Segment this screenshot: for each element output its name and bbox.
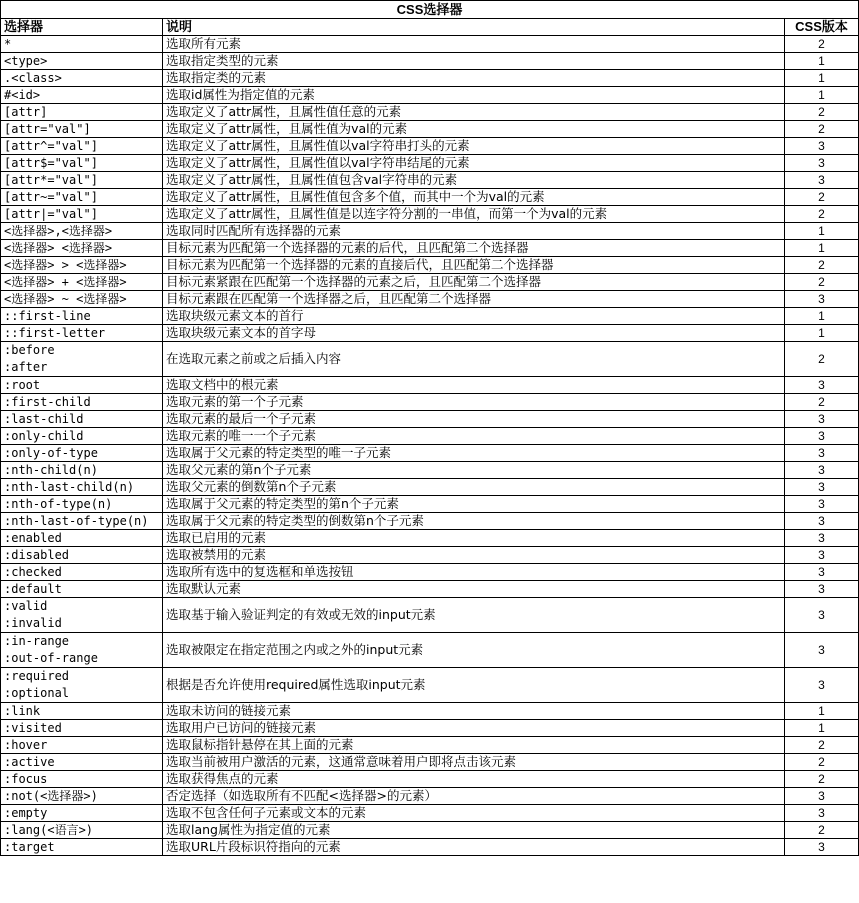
description-cell: 选取属于父元素的特定类型的倒数第n个子元素	[163, 513, 785, 530]
table-row	[1, 240, 859, 257]
table-row	[1, 462, 859, 479]
title-row	[1, 1, 859, 19]
table-row	[1, 189, 859, 206]
selector-cell	[1, 36, 163, 53]
table-row	[1, 36, 859, 53]
description-cell: 否定选择（如选取所有不匹配<选择器>的元素）	[163, 788, 785, 805]
table-body	[1, 1, 859, 856]
description-cell: 选取所有元素	[163, 36, 785, 53]
selector-cell	[1, 223, 163, 240]
selector-text: [attr$="val"]	[4, 156, 98, 170]
version-cell: 3	[785, 513, 859, 530]
description-cell: 选取属于父元素的特定类型的唯一子元素	[163, 445, 785, 462]
description-cell: 选取鼠标指针悬停在其上面的元素	[163, 737, 785, 754]
selector-cell	[1, 138, 163, 155]
selector-text: :empty	[4, 806, 48, 820]
selector-text: :lang(<语言>)	[4, 823, 94, 837]
table-row	[1, 291, 859, 308]
selector-text: :first-child	[4, 395, 91, 409]
description-cell: 选取元素的第一个子元素	[163, 394, 785, 411]
selector-text: <type>	[4, 54, 48, 68]
version-cell: 1	[785, 240, 859, 257]
header-selector: 选择器	[1, 19, 163, 36]
selector-cell	[1, 445, 163, 462]
version-cell: 1	[785, 308, 859, 325]
table-row	[1, 70, 859, 87]
table-row	[1, 223, 859, 240]
selector-cell	[1, 308, 163, 325]
selector-text: <选择器> ~ <选择器>	[4, 292, 127, 306]
selector-text: <选择器>,<选择器>	[4, 224, 113, 238]
version-cell: 2	[785, 121, 859, 138]
selector-cell	[1, 104, 163, 121]
selector-cell	[1, 394, 163, 411]
selector-text: [attr~="val"]	[4, 190, 98, 204]
header-row	[1, 19, 859, 36]
selector-text: :only-child	[4, 429, 84, 443]
table-row	[1, 839, 859, 856]
table-row	[1, 479, 859, 496]
version-cell: 2	[785, 342, 859, 377]
version-cell: 2	[785, 822, 859, 839]
header-version: CSS版本	[785, 19, 859, 36]
selector-text: :required	[4, 669, 70, 683]
table-row	[1, 703, 859, 720]
selector-text: :valid	[4, 599, 48, 613]
table-row	[1, 564, 859, 581]
version-cell: 2	[785, 104, 859, 121]
selector-cell	[1, 822, 163, 839]
selector-cell	[1, 274, 163, 291]
table-row	[1, 121, 859, 138]
description-cell: 选取定义了attr属性，且属性值以val字符串结尾的元素	[163, 155, 785, 172]
table-row	[1, 581, 859, 598]
selector-text: :before	[4, 343, 55, 357]
selector-cell	[1, 428, 163, 445]
table-row	[1, 547, 859, 564]
description-cell: 选取获得焦点的元素	[163, 771, 785, 788]
selector-cell	[1, 70, 163, 87]
description-cell: 选取被禁用的元素	[163, 547, 785, 564]
table-row	[1, 308, 859, 325]
table-row	[1, 737, 859, 754]
selector-text: #<id>	[4, 88, 41, 102]
description-cell: 选取lang属性为指定值的元素	[163, 822, 785, 839]
table-row	[1, 104, 859, 121]
selector-text: ::first-letter	[4, 326, 106, 340]
version-cell: 3	[785, 805, 859, 822]
description-cell: 选取定义了attr属性，且属性值为val的元素	[163, 121, 785, 138]
version-cell: 3	[785, 172, 859, 189]
selector-text: :nth-last-child(n)	[4, 480, 135, 494]
selector-cell	[1, 342, 163, 377]
description-cell: 选取块级元素文本的首行	[163, 308, 785, 325]
table-row	[1, 633, 859, 668]
selector-text: [attr^="val"]	[4, 139, 98, 153]
header-description: 说明	[163, 19, 785, 36]
description-cell: 选取id属性为指定值的元素	[163, 87, 785, 104]
selector-cell	[1, 206, 163, 223]
description-cell: 选取文档中的根元素	[163, 377, 785, 394]
selector-cell	[1, 598, 163, 633]
description-cell: 在选取元素之前或之后插入内容	[163, 342, 785, 377]
selector-text: :nth-last-of-type(n)	[4, 514, 149, 528]
version-cell: 3	[785, 598, 859, 633]
table-row	[1, 342, 859, 377]
version-cell: 2	[785, 257, 859, 274]
version-cell: 3	[785, 411, 859, 428]
version-cell: 1	[785, 87, 859, 104]
description-cell: 选取同时匹配所有选择器的元素	[163, 223, 785, 240]
version-cell: 2	[785, 189, 859, 206]
selector-text: :focus	[4, 772, 48, 786]
description-cell: 目标元素为匹配第一个选择器的元素的后代，且匹配第二个选择器	[163, 240, 785, 257]
version-cell: 2	[785, 737, 859, 754]
description-cell: 选取已启用的元素	[163, 530, 785, 547]
selector-text: [attr*="val"]	[4, 173, 98, 187]
version-cell: 3	[785, 428, 859, 445]
version-cell: 1	[785, 70, 859, 87]
description-cell: 根据是否允许使用required属性选取input元素	[163, 668, 785, 703]
selector-cell	[1, 257, 163, 274]
description-cell: 选取父元素的倒数第n个子元素	[163, 479, 785, 496]
version-cell: 3	[785, 479, 859, 496]
table-row	[1, 53, 859, 70]
description-cell: 选取定义了attr属性，且属性值任意的元素	[163, 104, 785, 121]
table-row	[1, 325, 859, 342]
selector-text: :disabled	[4, 548, 70, 562]
table-row	[1, 428, 859, 445]
selector-text: :visited	[4, 721, 62, 735]
version-cell: 2	[785, 36, 859, 53]
selector-text: :target	[4, 840, 55, 854]
description-cell: 选取父元素的第n个子元素	[163, 462, 785, 479]
selector-text: :invalid	[4, 616, 62, 630]
selector-text: :active	[4, 755, 55, 769]
table-title: CSS选择器	[1, 1, 859, 19]
description-cell: 选取不包含任何子元素或文本的元素	[163, 805, 785, 822]
table-row	[1, 394, 859, 411]
selector-text: :nth-child(n)	[4, 463, 98, 477]
table-row	[1, 274, 859, 291]
version-cell: 3	[785, 788, 859, 805]
version-cell: 1	[785, 223, 859, 240]
selector-cell	[1, 720, 163, 737]
version-cell: 3	[785, 530, 859, 547]
table-row	[1, 138, 859, 155]
selector-cell	[1, 530, 163, 547]
selector-cell	[1, 121, 163, 138]
description-cell: 选取所有选中的复选框和单选按钮	[163, 564, 785, 581]
selector-cell	[1, 513, 163, 530]
selector-cell	[1, 377, 163, 394]
table-row	[1, 513, 859, 530]
description-cell: 选取定义了attr属性，且属性值包含多个值，而其中一个为val的元素	[163, 189, 785, 206]
selector-text: :link	[4, 704, 41, 718]
table-row	[1, 377, 859, 394]
version-cell: 2	[785, 394, 859, 411]
selector-cell	[1, 172, 163, 189]
version-cell: 3	[785, 633, 859, 668]
selector-cell	[1, 737, 163, 754]
selector-cell	[1, 155, 163, 172]
table-row	[1, 445, 859, 462]
selector-cell	[1, 87, 163, 104]
selector-text: *	[4, 37, 12, 51]
selector-cell	[1, 479, 163, 496]
description-cell: 选取被限定在指定范围之内或之外的input元素	[163, 633, 785, 668]
selector-cell	[1, 805, 163, 822]
selector-cell	[1, 771, 163, 788]
table-row	[1, 257, 859, 274]
selector-text: :out-of-range	[4, 651, 98, 665]
version-cell: 3	[785, 581, 859, 598]
table-row	[1, 530, 859, 547]
description-cell: 选取基于输入验证判定的有效或无效的input元素	[163, 598, 785, 633]
version-cell: 3	[785, 668, 859, 703]
table-row	[1, 668, 859, 703]
table-row	[1, 720, 859, 737]
table-row	[1, 788, 859, 805]
table-row	[1, 822, 859, 839]
selector-cell	[1, 581, 163, 598]
version-cell: 3	[785, 291, 859, 308]
selector-text: :not(<选择器>)	[4, 789, 98, 803]
selector-cell	[1, 668, 163, 703]
selector-text: :last-child	[4, 412, 84, 426]
description-cell: 选取元素的最后一个子元素	[163, 411, 785, 428]
selector-cell	[1, 839, 163, 856]
selector-cell	[1, 564, 163, 581]
version-cell: 3	[785, 138, 859, 155]
description-cell: 选取默认元素	[163, 581, 785, 598]
selector-text: .<class>	[4, 71, 62, 85]
version-cell: 2	[785, 771, 859, 788]
selector-text: <选择器> + <选择器>	[4, 275, 127, 289]
selector-text: <选择器> <选择器>	[4, 241, 113, 255]
selector-text: :in-range	[4, 634, 70, 648]
table-row	[1, 206, 859, 223]
version-cell: 3	[785, 839, 859, 856]
selector-text: :enabled	[4, 531, 62, 545]
description-cell: 选取定义了attr属性，且属性值是以连字符分割的一串值，而第一个为val的元素	[163, 206, 785, 223]
selector-text: :default	[4, 582, 62, 596]
selector-text: :checked	[4, 565, 62, 579]
selector-text: :root	[4, 378, 41, 392]
selector-text: :only-of-type	[4, 446, 98, 460]
version-cell: 2	[785, 206, 859, 223]
table-row	[1, 155, 859, 172]
selector-cell	[1, 496, 163, 513]
selector-text: <选择器> > <选择器>	[4, 258, 127, 272]
version-cell: 2	[785, 754, 859, 771]
selector-cell	[1, 411, 163, 428]
selector-text: :nth-of-type(n)	[4, 497, 113, 511]
description-cell: 选取属于父元素的特定类型的第n个子元素	[163, 496, 785, 513]
selector-cell	[1, 53, 163, 70]
selector-cell	[1, 240, 163, 257]
description-cell: 选取当前被用户激活的元素，这通常意味着用户即将点击该元素	[163, 754, 785, 771]
description-cell: 目标元素为匹配第一个选择器的元素的直接后代，且匹配第二个选择器	[163, 257, 785, 274]
selector-cell	[1, 291, 163, 308]
description-cell: 选取指定类的元素	[163, 70, 785, 87]
description-cell: 目标元素紧跟在匹配第一个选择器的元素之后，且匹配第二个选择器	[163, 274, 785, 291]
version-cell: 1	[785, 325, 859, 342]
selector-text: :optional	[4, 686, 70, 700]
description-cell: 选取块级元素文本的首字母	[163, 325, 785, 342]
table-row	[1, 172, 859, 189]
selector-text: ::first-line	[4, 309, 91, 323]
description-cell: 选取用户已访问的链接元素	[163, 720, 785, 737]
version-cell: 1	[785, 720, 859, 737]
table-row	[1, 87, 859, 104]
version-cell: 3	[785, 564, 859, 581]
selector-cell	[1, 462, 163, 479]
version-cell: 3	[785, 496, 859, 513]
selector-cell	[1, 189, 163, 206]
version-cell: 3	[785, 155, 859, 172]
version-cell: 1	[785, 53, 859, 70]
selector-cell	[1, 325, 163, 342]
table-row	[1, 771, 859, 788]
selector-text: [attr|="val"]	[4, 207, 98, 221]
table-row	[1, 496, 859, 513]
description-cell: 目标元素跟在匹配第一个选择器之后，且匹配第二个选择器	[163, 291, 785, 308]
description-cell: 选取未访问的链接元素	[163, 703, 785, 720]
selector-text: [attr]	[4, 105, 48, 119]
selector-cell	[1, 633, 163, 668]
selector-cell	[1, 547, 163, 564]
description-cell: 选取定义了attr属性，且属性值包含val字符串的元素	[163, 172, 785, 189]
version-cell: 3	[785, 445, 859, 462]
description-cell: 选取定义了attr属性，且属性值以val字符串打头的元素	[163, 138, 785, 155]
selector-text: :hover	[4, 738, 48, 752]
table-row	[1, 598, 859, 633]
table-row	[1, 754, 859, 771]
table-row	[1, 805, 859, 822]
description-cell: 选取URL片段标识符指向的元素	[163, 839, 785, 856]
version-cell: 3	[785, 462, 859, 479]
version-cell: 3	[785, 547, 859, 564]
selector-cell	[1, 788, 163, 805]
version-cell: 2	[785, 274, 859, 291]
table-row	[1, 411, 859, 428]
selector-cell	[1, 703, 163, 720]
version-cell: 1	[785, 703, 859, 720]
selector-cell	[1, 754, 163, 771]
description-cell: 选取元素的唯一一个子元素	[163, 428, 785, 445]
version-cell: 3	[785, 377, 859, 394]
selector-text: :after	[4, 360, 48, 374]
description-cell: 选取指定类型的元素	[163, 53, 785, 70]
selector-text: [attr="val"]	[4, 122, 91, 136]
